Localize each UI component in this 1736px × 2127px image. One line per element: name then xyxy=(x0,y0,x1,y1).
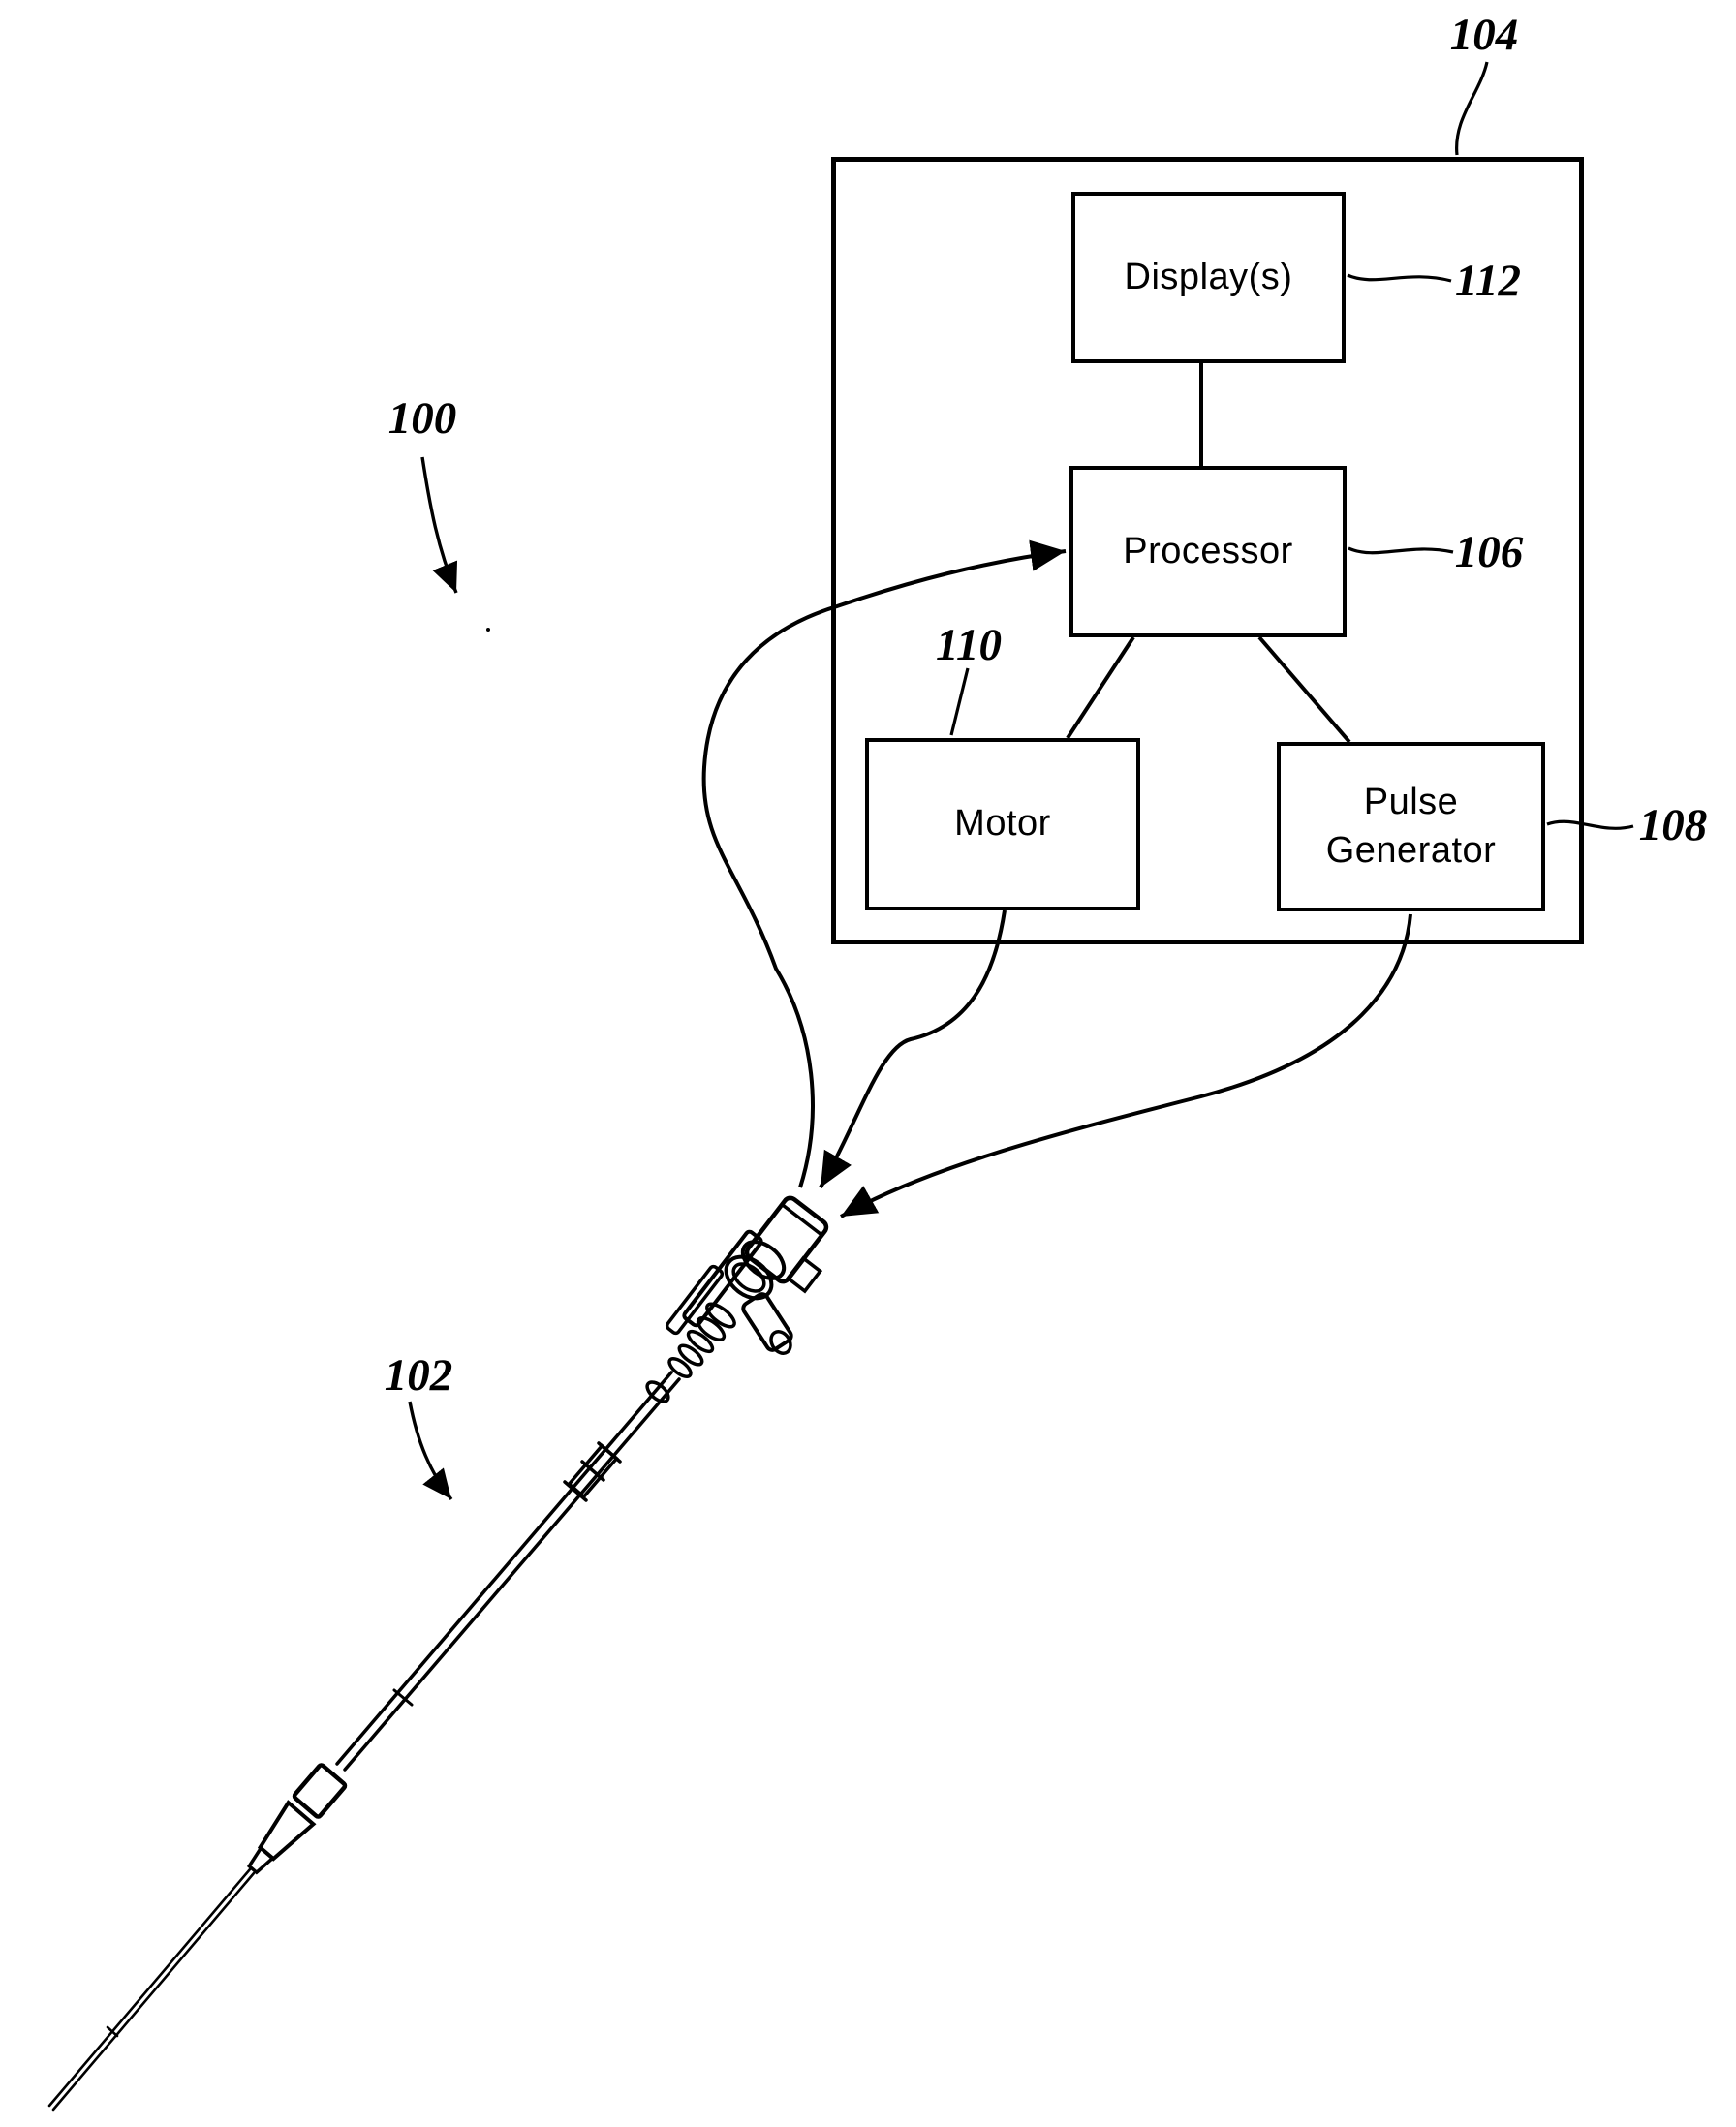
arrow-pulsegen-to-handpiece xyxy=(841,914,1410,1217)
ref-102-arrow xyxy=(410,1402,451,1499)
ref-label-110: 110 xyxy=(936,620,1002,670)
wire-line-lower xyxy=(53,1873,254,2110)
ref-label-104: 104 xyxy=(1449,10,1519,60)
block-pulse-generator xyxy=(1277,742,1545,911)
motor-label: Motor xyxy=(954,803,1051,845)
block-motor xyxy=(865,738,1140,910)
arrow-motor-to-handpiece xyxy=(821,910,1005,1187)
shaft-line-upper xyxy=(337,1372,671,1764)
print-speck xyxy=(486,628,490,632)
ref-label-106: 106 xyxy=(1454,527,1524,577)
displays-label: Display(s) xyxy=(1124,256,1293,297)
ref-label-112: 112 xyxy=(1455,256,1521,306)
shaft-taper xyxy=(254,1803,313,1864)
shaft-line-lower xyxy=(345,1379,679,1770)
ref-100-arrow xyxy=(422,457,456,593)
leader-104 xyxy=(1457,62,1487,155)
handpiece-side-port xyxy=(741,1292,793,1352)
ref-label-108: 108 xyxy=(1638,800,1708,850)
ref-label-100: 100 xyxy=(388,393,457,444)
reference-arrows xyxy=(410,457,456,1499)
shaft-collar xyxy=(294,1764,346,1818)
block-displays xyxy=(1071,192,1346,363)
catheter-shaft xyxy=(49,1372,679,2110)
pulse-generator-label: Pulse Generator xyxy=(1325,782,1497,871)
ref-label-102: 102 xyxy=(384,1350,453,1401)
processor-label: Processor xyxy=(1123,530,1293,571)
block-processor xyxy=(1070,466,1347,637)
wire-line-upper xyxy=(49,1869,250,2106)
barrel-cap-line xyxy=(782,1205,822,1236)
shaft-taper-tip xyxy=(247,1848,272,1874)
